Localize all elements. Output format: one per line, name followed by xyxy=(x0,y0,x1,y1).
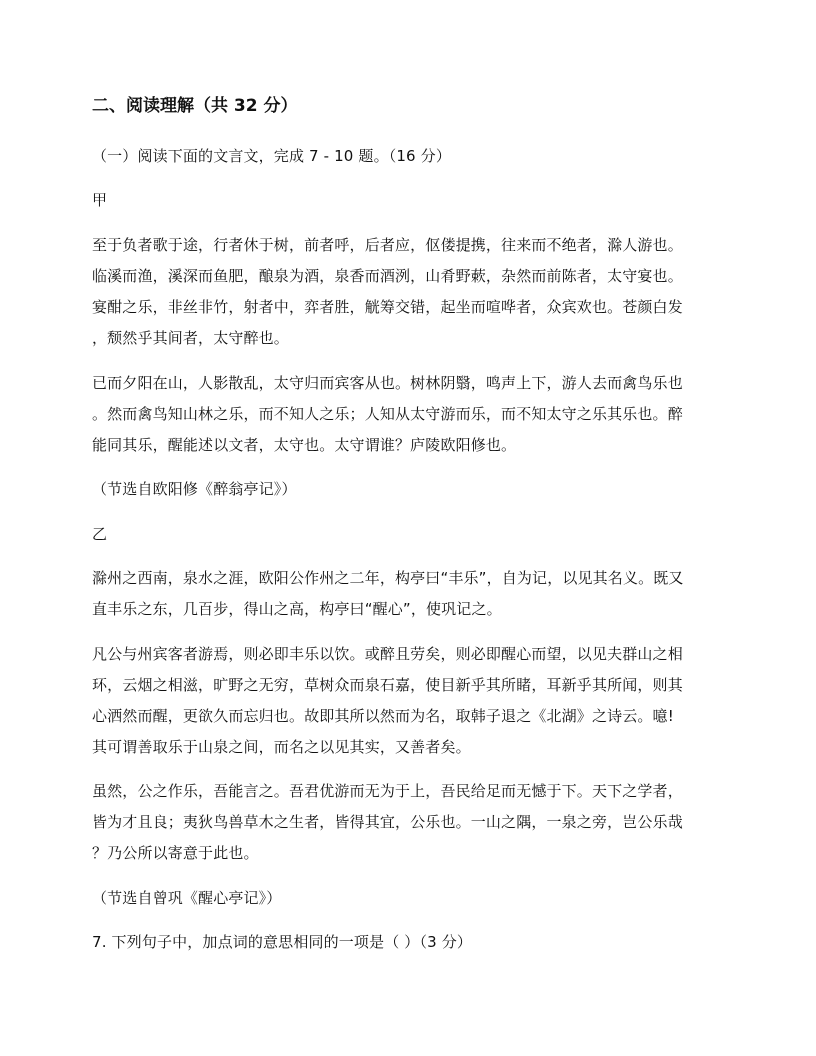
text-jia-source: （节选自欧阳修《醉翁亭记》） xyxy=(92,480,297,498)
text-line: ？乃公所以寄意于此也。 xyxy=(92,844,259,862)
question-7: 7. 下列句子中，加点词的意思相同的一项是（ ）（3 分） xyxy=(92,933,473,951)
text-line: 环，云烟之相滋，旷野之无穷，草树众而泉石嘉，使目新乎其所睹，耳新乎其所闻，则其 xyxy=(92,676,683,694)
part-instruction: （一）阅读下面的文言文，完成 7 - 10 题。（16 分） xyxy=(92,147,451,165)
text-line: ，颓然乎其间者，太守醉也。 xyxy=(92,329,289,347)
text-yi-source: （节选自曾巩《醒心亭记》） xyxy=(92,889,282,907)
text-line: 。然而禽鸟知山林之乐，而不知人之乐；人知从太守游而乐，而不知太守之乐其乐也。醉 xyxy=(92,405,683,423)
text-line: 宴酣之乐，非丝非竹，射者中，弈者胜，觥筹交错，起坐而喧哗者，众宾欢也。苍颜白发 xyxy=(92,298,683,316)
text-yi-label: 乙 xyxy=(92,525,108,543)
text-line: 皆为才且良；夷狄鸟兽草木之生者，皆得其宜，公乐也。一山之隅，一泉之旁，岂公乐哉 xyxy=(92,813,683,831)
section-heading: 二、阅读理解（共 32 分） xyxy=(92,96,298,116)
text-jia-label: 甲 xyxy=(92,191,108,209)
text-line: 虽然，公之作乐，吾能言之。吾君优游而无为于上，吾民给足而无憾于下。天下之学者， xyxy=(92,782,683,800)
text-line: 至于负者歌于途，行者休于树，前者呼，后者应，伛偻提携，往来而不绝者，滁人游也。 xyxy=(92,236,683,254)
text-line: 能同其乐，醒能述以文者，太守也。太守谓谁？庐陵欧阳修也。 xyxy=(92,436,517,454)
text-line: 滁州之西南，泉水之涯，欧阳公作州之二年，构亭曰“丰乐”，自为记，以见其名义。既又 xyxy=(92,569,684,587)
text-line: 凡公与州宾客者游焉，则必即丰乐以饮。或醉且劳矣，则必即醒心而望，以见夫群山之相 xyxy=(92,645,683,663)
text-line: 直丰乐之东，几百步，得山之高，构亭曰“醒心”，使巩记之。 xyxy=(92,600,502,618)
text-line: 已而夕阳在山，人影散乱，太守归而宾客从也。树林阴翳，鸣声上下，游人去而禽鸟乐也 xyxy=(92,374,683,392)
text-line: 其可谓善取乐于山泉之间，而名之以见其实，又善者矣。 xyxy=(92,738,471,756)
text-line: 临溪而渔，溪深而鱼肥，酿泉为酒，泉香而酒洌，山肴野蔌，杂然而前陈者，太守宴也。 xyxy=(92,267,683,285)
text-line: 心洒然而醒，更欲久而忘归也。故即其所以然而为名，取韩子退之《北湖》之诗云。噫! xyxy=(92,707,674,725)
